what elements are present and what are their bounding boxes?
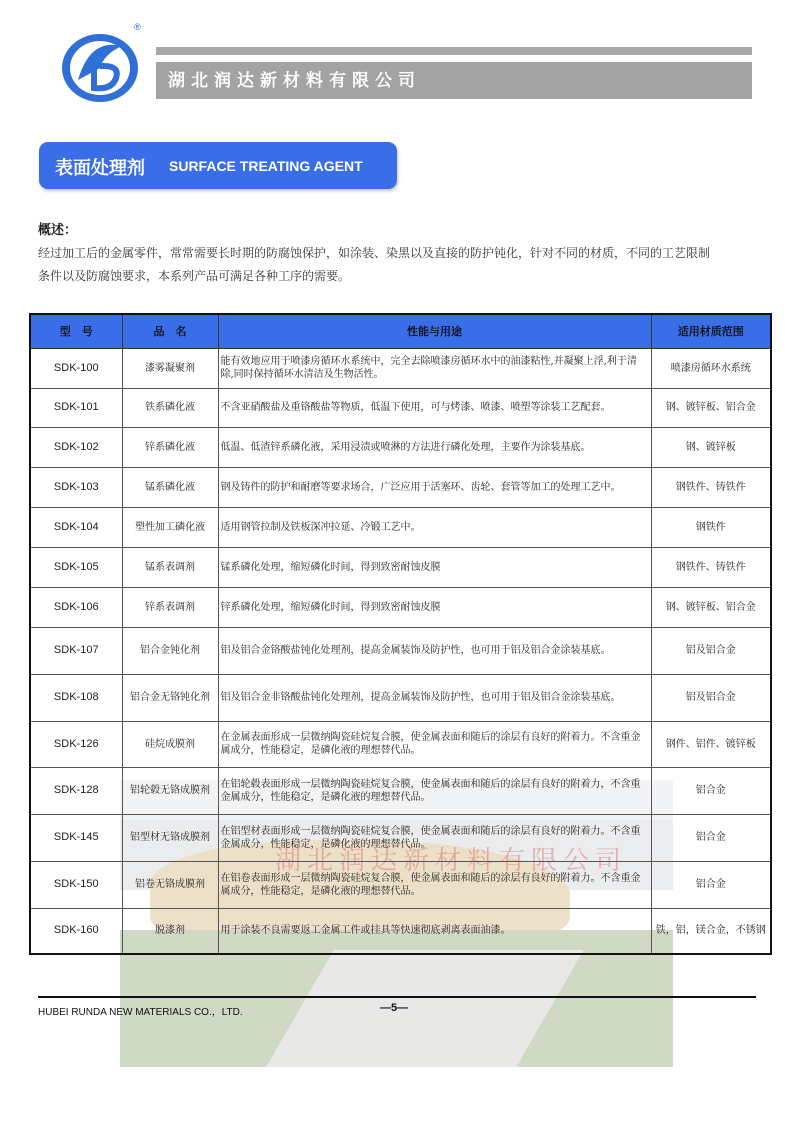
cell-model: SDK-108 <box>30 674 122 721</box>
cell-name: 锌系表调剂 <box>122 587 218 627</box>
cell-name: 锰系磷化液 <box>122 467 218 507</box>
cell-model: SDK-126 <box>30 721 122 767</box>
overview-text <box>38 242 728 288</box>
registered-mark: ® <box>134 22 141 32</box>
cell-model: SDK-107 <box>30 627 122 674</box>
cell-model: SDK-102 <box>30 427 122 467</box>
cell-material: 铝及铝合金 <box>651 627 771 674</box>
table-row <box>30 627 771 674</box>
cell-material: 钢铁件 <box>651 507 771 547</box>
cell-name: 塑性加工磷化液 <box>122 507 218 547</box>
cell-model: SDK-160 <box>30 908 122 954</box>
header-model: 型 号 <box>30 314 122 348</box>
cell-desc: 适用钢管拉制及铁板深冲拉延、冷锻工艺中。 <box>218 507 651 547</box>
cell-material: 铝合金 <box>651 767 771 814</box>
table-row <box>30 587 771 627</box>
cell-desc: 铝及铝合金铬酸盐钝化处理剂，提高金属装饰及防护性，也可用于铝及铝合金涂装基底。 <box>218 627 651 674</box>
table-row <box>30 507 771 547</box>
header-material: 适用材质范围 <box>651 314 771 348</box>
page-number: —5— <box>380 1002 409 1014</box>
cell-name: 脱漆剂 <box>122 908 218 954</box>
cell-model: SDK-105 <box>30 547 122 587</box>
watermark-text: 湖北润达新材料有限公司 <box>275 846 628 876</box>
table-row <box>30 908 771 954</box>
cell-model: SDK-100 <box>30 348 122 388</box>
company-name: 湖北润达新材料有限公司 <box>168 71 421 91</box>
cell-desc: 在铝型材表面形成一层微纳陶瓷硅烷复合膜，使金属表面和随后的涂层有良好的附着力。不含重金属成分，性能稳定，是磷化液的理想替代品。 <box>218 814 651 861</box>
cell-name: 硅烷成膜剂 <box>122 721 218 767</box>
cell-material: 钢件、铝件、镀锌板 <box>651 721 771 767</box>
cell-desc: 铝及铝合金非铬酸盐钝化处理剂，提高金属装饰及防护性，也可用于铝及铝合金涂装基底。 <box>218 674 651 721</box>
product-table <box>29 313 772 955</box>
cell-name: 铝轮毂无铬成膜剂 <box>122 767 218 814</box>
cell-desc: 在金属表面形成一层微纳陶瓷硅烷复合膜，使金属表面和随后的涂层有良好的附着力。不含重金属成分，性能稳定，是磷化液的理想替代品。 <box>218 721 651 767</box>
cell-desc: 锌系磷化处理，缩短磷化时间，得到致密耐蚀皮膜 <box>218 587 651 627</box>
cell-model: SDK-150 <box>30 861 122 908</box>
cell-material: 钢铁件、铸铁件 <box>651 467 771 507</box>
table-row <box>30 767 771 814</box>
table-row <box>30 348 771 388</box>
cell-desc: 钢及铸件的防护和耐磨等要求场合，广泛应用于活塞环、齿轮、套管等加工的处理工艺中。 <box>218 467 651 507</box>
overview-title: 概述： <box>38 223 78 238</box>
cell-material: 铝合金 <box>651 861 771 908</box>
cell-material: 铝及铝合金 <box>651 674 771 721</box>
cell-model: SDK-104 <box>30 507 122 547</box>
cell-material: 铁，铝，镁合金，不锈钢 <box>651 908 771 954</box>
cell-name: 铁系磷化液 <box>122 388 218 427</box>
cell-desc: 在铝卷表面形成一层微纳陶瓷硅烷复合膜，使金属表面和随后的涂层有良好的附着力。不含重金属成分，性能稳定，是磷化液的理想替代品。 <box>218 861 651 908</box>
header-bar-top <box>156 47 752 55</box>
cell-name: 铝卷无铬成膜剂 <box>122 861 218 908</box>
cell-model: SDK-101 <box>30 388 122 427</box>
cell-model: SDK-128 <box>30 767 122 814</box>
cell-name: 漆雾凝聚剂 <box>122 348 218 388</box>
footer-rule <box>38 996 756 998</box>
cell-desc: 锰系磷化处理，缩短磷化时间，得到致密耐蚀皮膜 <box>218 547 651 587</box>
cell-desc: 能有效地应用于喷漆房循环水系统中，完全去除喷漆房循环水中的油漆粘性,并凝聚上浮,利于清除,同时保持循环水清洁及生物活性。 <box>218 348 651 388</box>
cell-desc: 在铝轮毂表面形成一层微纳陶瓷硅烷复合膜，使金属表面和随后的涂层有良好的附着力，不含重金属成分，性能稳定，是磷化液的理想替代品。 <box>218 767 651 814</box>
cell-material: 钢、镀锌板、铝合金 <box>651 388 771 427</box>
table-row <box>30 467 771 507</box>
company-logo <box>60 28 146 104</box>
cell-material: 钢铁件、铸铁件 <box>651 547 771 587</box>
table-row <box>30 547 771 587</box>
cell-model: SDK-106 <box>30 587 122 627</box>
cell-material: 钢、镀锌板、铝合金 <box>651 587 771 627</box>
header-desc: 性能与用途 <box>218 314 651 348</box>
table-header-row <box>30 314 771 348</box>
table-row <box>30 721 771 767</box>
cell-name: 锰系表调剂 <box>122 547 218 587</box>
cell-desc: 不含亚硝酸盐及重铬酸盐等物质，低温下使用，可与烤漆、喷漆、喷塑等涂装工艺配套。 <box>218 388 651 427</box>
overview-line: 经过加工后的金属零件，常常需要长时期的防腐蚀保护，如涂装、染黑以及直接的防护钝化，针对不同的材质，不同的工艺限制 <box>38 246 711 260</box>
overview-line: 条件以及防腐蚀要求，本系列产品可满足各种工序的需要。 <box>38 269 351 283</box>
header-name: 品 名 <box>122 314 218 348</box>
cell-material: 铝合金 <box>651 814 771 861</box>
table-row <box>30 674 771 721</box>
table-row <box>30 427 771 467</box>
table-row <box>30 814 771 861</box>
cell-name: 铝合金钝化剂 <box>122 627 218 674</box>
cell-model: SDK-145 <box>30 814 122 861</box>
cell-name: 锌系磷化液 <box>122 427 218 467</box>
table-row <box>30 861 771 908</box>
cell-material: 钢、镀锌板 <box>651 427 771 467</box>
section-banner <box>39 142 397 189</box>
cell-desc: 用于涂装不良需要返工金属工件或挂具等快速彻底剥离表面油漆。 <box>218 908 651 954</box>
cell-material: 喷漆房循环水系统 <box>651 348 771 388</box>
cell-name: 铝合金无铬钝化剂 <box>122 674 218 721</box>
footer-company: HUBEI RUNDA NEW MATERIALS CO.，LTD. <box>38 1007 243 1018</box>
banner-title-en: SURFACE TREATING AGENT <box>169 158 363 174</box>
cell-desc: 低温、低渣锌系磷化液，采用浸渍或喷淋的方法进行磷化处理，主要作为涂装基底。 <box>218 427 651 467</box>
cell-name: 铝型材无铬成膜剂 <box>122 814 218 861</box>
banner-title-cn: 表面处理剂 <box>55 158 145 179</box>
cell-model: SDK-103 <box>30 467 122 507</box>
table-row <box>30 388 771 427</box>
